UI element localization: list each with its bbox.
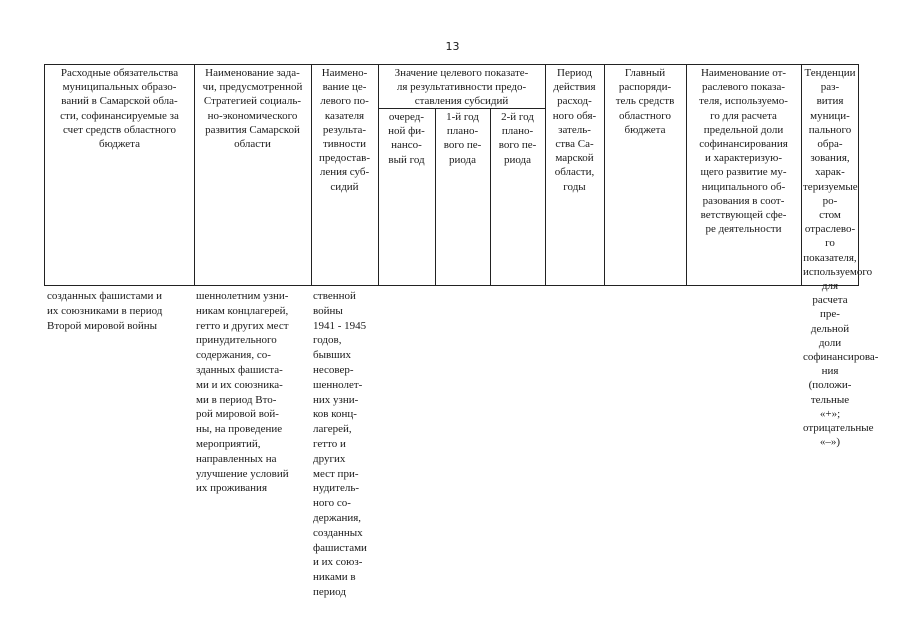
header-line: го для расчета bbox=[710, 109, 777, 122]
continuation-line: несовер- bbox=[313, 363, 354, 376]
header-line: но-экономического bbox=[207, 109, 298, 122]
continuation-line: войны bbox=[313, 304, 343, 317]
header-line: ного обя- bbox=[552, 109, 597, 122]
header-target-value-group bbox=[380, 66, 543, 109]
header-expenditure-obligations bbox=[47, 66, 192, 151]
header-line: ваний в Самарской обла- bbox=[61, 95, 178, 108]
continuation-line: Второй мировой войны bbox=[47, 319, 158, 332]
header-line: муниципальных образо- bbox=[62, 81, 177, 94]
header-line: бюджета bbox=[624, 123, 666, 136]
page-number: 13 bbox=[445, 40, 460, 53]
continuation-line: мест при- bbox=[313, 467, 359, 480]
continuation-line: улучшение условий bbox=[196, 467, 289, 480]
header-line: затель- bbox=[558, 123, 591, 136]
header-line: «–») bbox=[819, 436, 841, 449]
header-line: тель средств bbox=[615, 95, 675, 108]
continuation-line: содержания, со- bbox=[196, 349, 271, 362]
continuation-line: созданных bbox=[313, 526, 363, 539]
column-divider bbox=[545, 64, 546, 286]
column-divider bbox=[378, 64, 379, 286]
continuation-line: шеннолет- bbox=[313, 378, 363, 391]
header-line: вития муници- bbox=[810, 95, 850, 122]
column-divider bbox=[194, 64, 195, 286]
header-line: риода bbox=[503, 153, 532, 166]
continuation-line: никам концлагерей, bbox=[196, 304, 289, 317]
continuation-line: ков конц- bbox=[313, 408, 357, 421]
header-line: сидий bbox=[330, 180, 359, 193]
header-line: областного bbox=[618, 109, 671, 122]
header-line: ления суб- bbox=[319, 166, 370, 179]
header-line: ства Са- bbox=[555, 138, 594, 151]
continuation-line: ми и их союзника- bbox=[196, 378, 283, 391]
continuation-line: них узни- bbox=[313, 393, 359, 406]
continuation-line: ственной bbox=[313, 290, 356, 302]
continuation-line: бывших bbox=[313, 349, 352, 362]
header-line: раслевого показа- bbox=[701, 81, 786, 94]
continuation-line: нудитель- bbox=[313, 482, 360, 495]
continuation-line: рой мировой вой- bbox=[196, 408, 279, 421]
header-line: используемого bbox=[803, 265, 873, 278]
header-line: ной фи- bbox=[388, 125, 425, 138]
column-divider bbox=[435, 108, 436, 286]
continuation-col3 bbox=[313, 289, 376, 600]
header-line: вого пе- bbox=[443, 139, 482, 152]
header-sector-indicator bbox=[688, 66, 799, 236]
continuation-line: и их союз- bbox=[313, 556, 363, 569]
header-line: области, bbox=[554, 166, 595, 179]
header-line: бюджета bbox=[98, 138, 140, 151]
continuation-line: ны, на проведение bbox=[196, 423, 283, 436]
header-line: сти, софинансируемые за bbox=[60, 109, 179, 122]
header-line: действия bbox=[553, 81, 596, 94]
header-line: тельные «+»; bbox=[810, 393, 850, 420]
header-line: Стратегией социаль- bbox=[203, 95, 302, 108]
header-line: отрицательные bbox=[803, 422, 874, 435]
header-planning-year-1 bbox=[437, 110, 488, 167]
header-line: ветствующей сфе- bbox=[700, 209, 787, 222]
header-line: Тенденции раз- bbox=[804, 67, 856, 94]
continuation-line: принудительного bbox=[196, 334, 277, 347]
header-line: Главный bbox=[624, 67, 666, 79]
header-line: Наименование зада- bbox=[205, 67, 300, 79]
header-line: теризуемые ро- bbox=[803, 180, 858, 207]
continuation-line: период bbox=[313, 585, 346, 598]
header-line: Наименование от- bbox=[700, 67, 787, 79]
column-divider bbox=[801, 64, 802, 286]
header-line: счет средств областного bbox=[63, 123, 176, 136]
header-line: зования, харак- bbox=[810, 152, 850, 179]
header-line: годы bbox=[563, 180, 586, 193]
continuation-line: гетто и других мест bbox=[196, 319, 289, 332]
continuation-col2 bbox=[196, 289, 309, 496]
header-line: Значение целевого показате- bbox=[394, 67, 529, 79]
header-indicator-name bbox=[313, 66, 376, 194]
continuation-line: фашистами bbox=[313, 541, 367, 554]
header-line: предельной доли bbox=[703, 123, 784, 136]
header-line: теля, используемо- bbox=[699, 95, 788, 108]
continuation-line: созданных фашистами и bbox=[47, 290, 162, 302]
header-line: го показателя, bbox=[803, 237, 857, 264]
header-line: тивности bbox=[322, 138, 367, 151]
header-line: и характеризую- bbox=[704, 152, 783, 165]
continuation-line: зданных фашиста- bbox=[196, 363, 283, 376]
continuation-line: лагерей, bbox=[313, 423, 352, 436]
header-line: Период bbox=[557, 67, 592, 79]
header-task-name bbox=[196, 66, 309, 151]
header-line: развития Самарской bbox=[205, 123, 300, 136]
column-divider bbox=[490, 108, 491, 286]
header-next-fiscal-year bbox=[380, 110, 433, 167]
header-line: дельной доли bbox=[810, 322, 850, 349]
header-line: плано- bbox=[446, 125, 479, 138]
header-line: марской bbox=[555, 152, 594, 165]
header-line: расход- bbox=[557, 95, 592, 108]
header-line: 1-й год bbox=[446, 111, 479, 123]
header-line: распоряди- bbox=[618, 81, 672, 94]
header-trends bbox=[803, 66, 879, 449]
header-line: 2-й год bbox=[501, 111, 534, 123]
header-line: казателя bbox=[324, 109, 365, 122]
continuation-line: ми в период Вто- bbox=[196, 393, 277, 406]
header-line: ре деятельности bbox=[705, 223, 782, 236]
header-line: очеред- bbox=[388, 111, 425, 123]
header-line: ставления субсидий bbox=[414, 95, 509, 108]
header-line: чи, предусмотренной bbox=[202, 81, 303, 94]
continuation-line: других bbox=[313, 452, 346, 465]
header-line: Расходные обязательства bbox=[60, 67, 179, 79]
header-obligation-period bbox=[547, 66, 602, 194]
continuation-col1 bbox=[47, 289, 192, 333]
header-line: ния (положи- bbox=[808, 365, 852, 392]
continuation-line: мероприятий, bbox=[196, 437, 261, 450]
column-divider bbox=[311, 64, 312, 286]
header-line: риода bbox=[448, 153, 477, 166]
header-line: вание це- bbox=[322, 81, 367, 94]
continuation-line: их проживания bbox=[196, 482, 268, 495]
header-line: результа- bbox=[322, 123, 367, 136]
header-planning-year-2 bbox=[492, 110, 543, 167]
header-chief-administrator bbox=[606, 66, 684, 137]
header-line: пального обра- bbox=[808, 123, 852, 151]
continuation-line: ного со- bbox=[313, 497, 351, 510]
continuation-line: 1941 - 1945 bbox=[313, 319, 367, 332]
header-line: вого пе- bbox=[498, 139, 537, 152]
header-line: софинансирова- bbox=[803, 351, 879, 364]
continuation-line: направленных на bbox=[196, 452, 277, 465]
header-line: ля результативности предо- bbox=[396, 81, 527, 94]
header-line: разования в соот- bbox=[702, 194, 785, 207]
header-line: плано- bbox=[501, 125, 534, 138]
column-divider bbox=[686, 64, 687, 286]
header-line: левого по- bbox=[320, 95, 369, 108]
continuation-line: держания, bbox=[313, 511, 362, 524]
header-line: области bbox=[234, 138, 271, 151]
header-line: стом отраслево- bbox=[804, 209, 856, 236]
continuation-line: гетто и bbox=[313, 437, 346, 450]
header-line: нансо- bbox=[391, 139, 422, 152]
header-line: вый год bbox=[388, 153, 425, 166]
header-line: предостав- bbox=[318, 152, 371, 165]
header-line: софинансирования bbox=[699, 138, 788, 151]
header-line: Наимено- bbox=[321, 67, 368, 79]
header-line: ниципального об- bbox=[701, 180, 786, 193]
continuation-line: годов, bbox=[313, 334, 342, 347]
header-line: для расчета пре- bbox=[812, 280, 848, 321]
header-line: щего развитие му- bbox=[700, 166, 787, 179]
continuation-line: шеннолетним узни- bbox=[196, 290, 289, 302]
column-divider bbox=[604, 64, 605, 286]
continuation-line: их союзниками в период bbox=[47, 304, 163, 317]
continuation-line: никами в bbox=[313, 571, 356, 584]
